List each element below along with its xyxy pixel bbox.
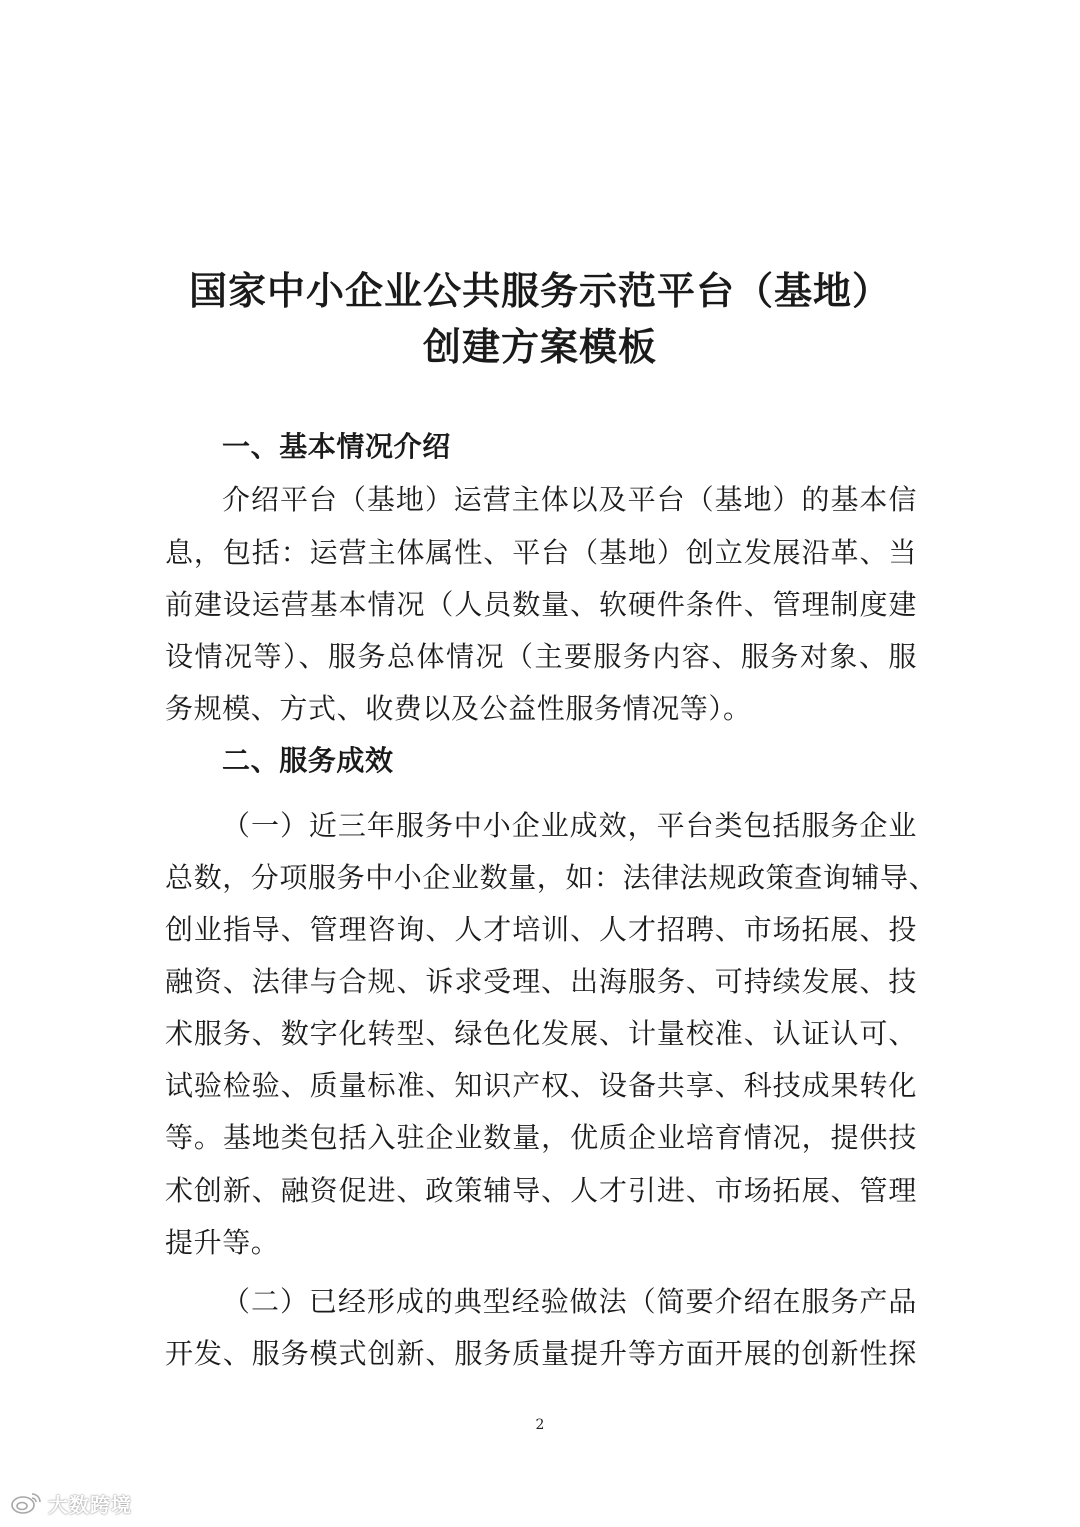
paragraph-line: 前建设运营基本情况（人员数量、软硬件条件、管理制度建 [165, 588, 917, 621]
paragraph-line: 总数，分项服务中小企业数量，如：法律法规政策查询辅导、 [165, 861, 938, 894]
paragraph-line: 术创新、融资促进、政策辅导、人才引进、市场拓展、管理 [165, 1174, 917, 1207]
watermark [10, 1488, 132, 1518]
page-number: 2 [535, 1417, 545, 1433]
paragraph-line: 创业指导、管理咨询、人才培训、人才招聘、市场拓展、投 [165, 913, 917, 946]
section-heading-service-results: 二、服务成效 [222, 744, 394, 777]
paragraph-line: 息，包括：运营主体属性、平台（基地）创立发展沿革、当 [165, 536, 917, 569]
paragraph-line: （一）近三年服务中小企业成效，平台类包括服务企业 [222, 809, 917, 842]
watermark-text: 大数跨境 [48, 1492, 132, 1517]
section-heading-basic-info: 一、基本情况介绍 [222, 430, 451, 463]
weibo-logo-icon [10, 1490, 44, 1516]
paragraph-line: 务规模、方式、收费以及公益性服务情况等）。 [165, 692, 752, 725]
document-title-line-2: 创建方案模板 [422, 325, 657, 369]
document-title-line-1: 国家中小企业公共服务示范平台（基地） [188, 269, 891, 313]
paragraph-line: 设情况等）、服务总体情况（主要服务内容、服务对象、服 [165, 640, 917, 673]
paragraph-line: 融资、法律与合规、诉求受理、出海服务、可持续发展、技 [165, 965, 917, 998]
paragraph-line: 介绍平台（基地）运营主体以及平台（基地）的基本信 [222, 483, 917, 516]
paragraph-line: 试验检验、质量标准、知识产权、设备共享、科技成果转化 [165, 1069, 917, 1102]
paragraph-line: 开发、服务模式创新、服务质量提升等方面开展的创新性探 [165, 1337, 917, 1370]
paragraph-line: 提升等。 [165, 1226, 280, 1259]
paragraph-line: 等。基地类包括入驻企业数量，优质企业培育情况，提供技 [165, 1121, 917, 1154]
paragraph-line: 术服务、数字化转型、绿色化发展、计量校准、认证认可、 [165, 1017, 917, 1050]
paragraph-line: （二）已经形成的典型经验做法（简要介绍在服务产品 [222, 1285, 917, 1318]
